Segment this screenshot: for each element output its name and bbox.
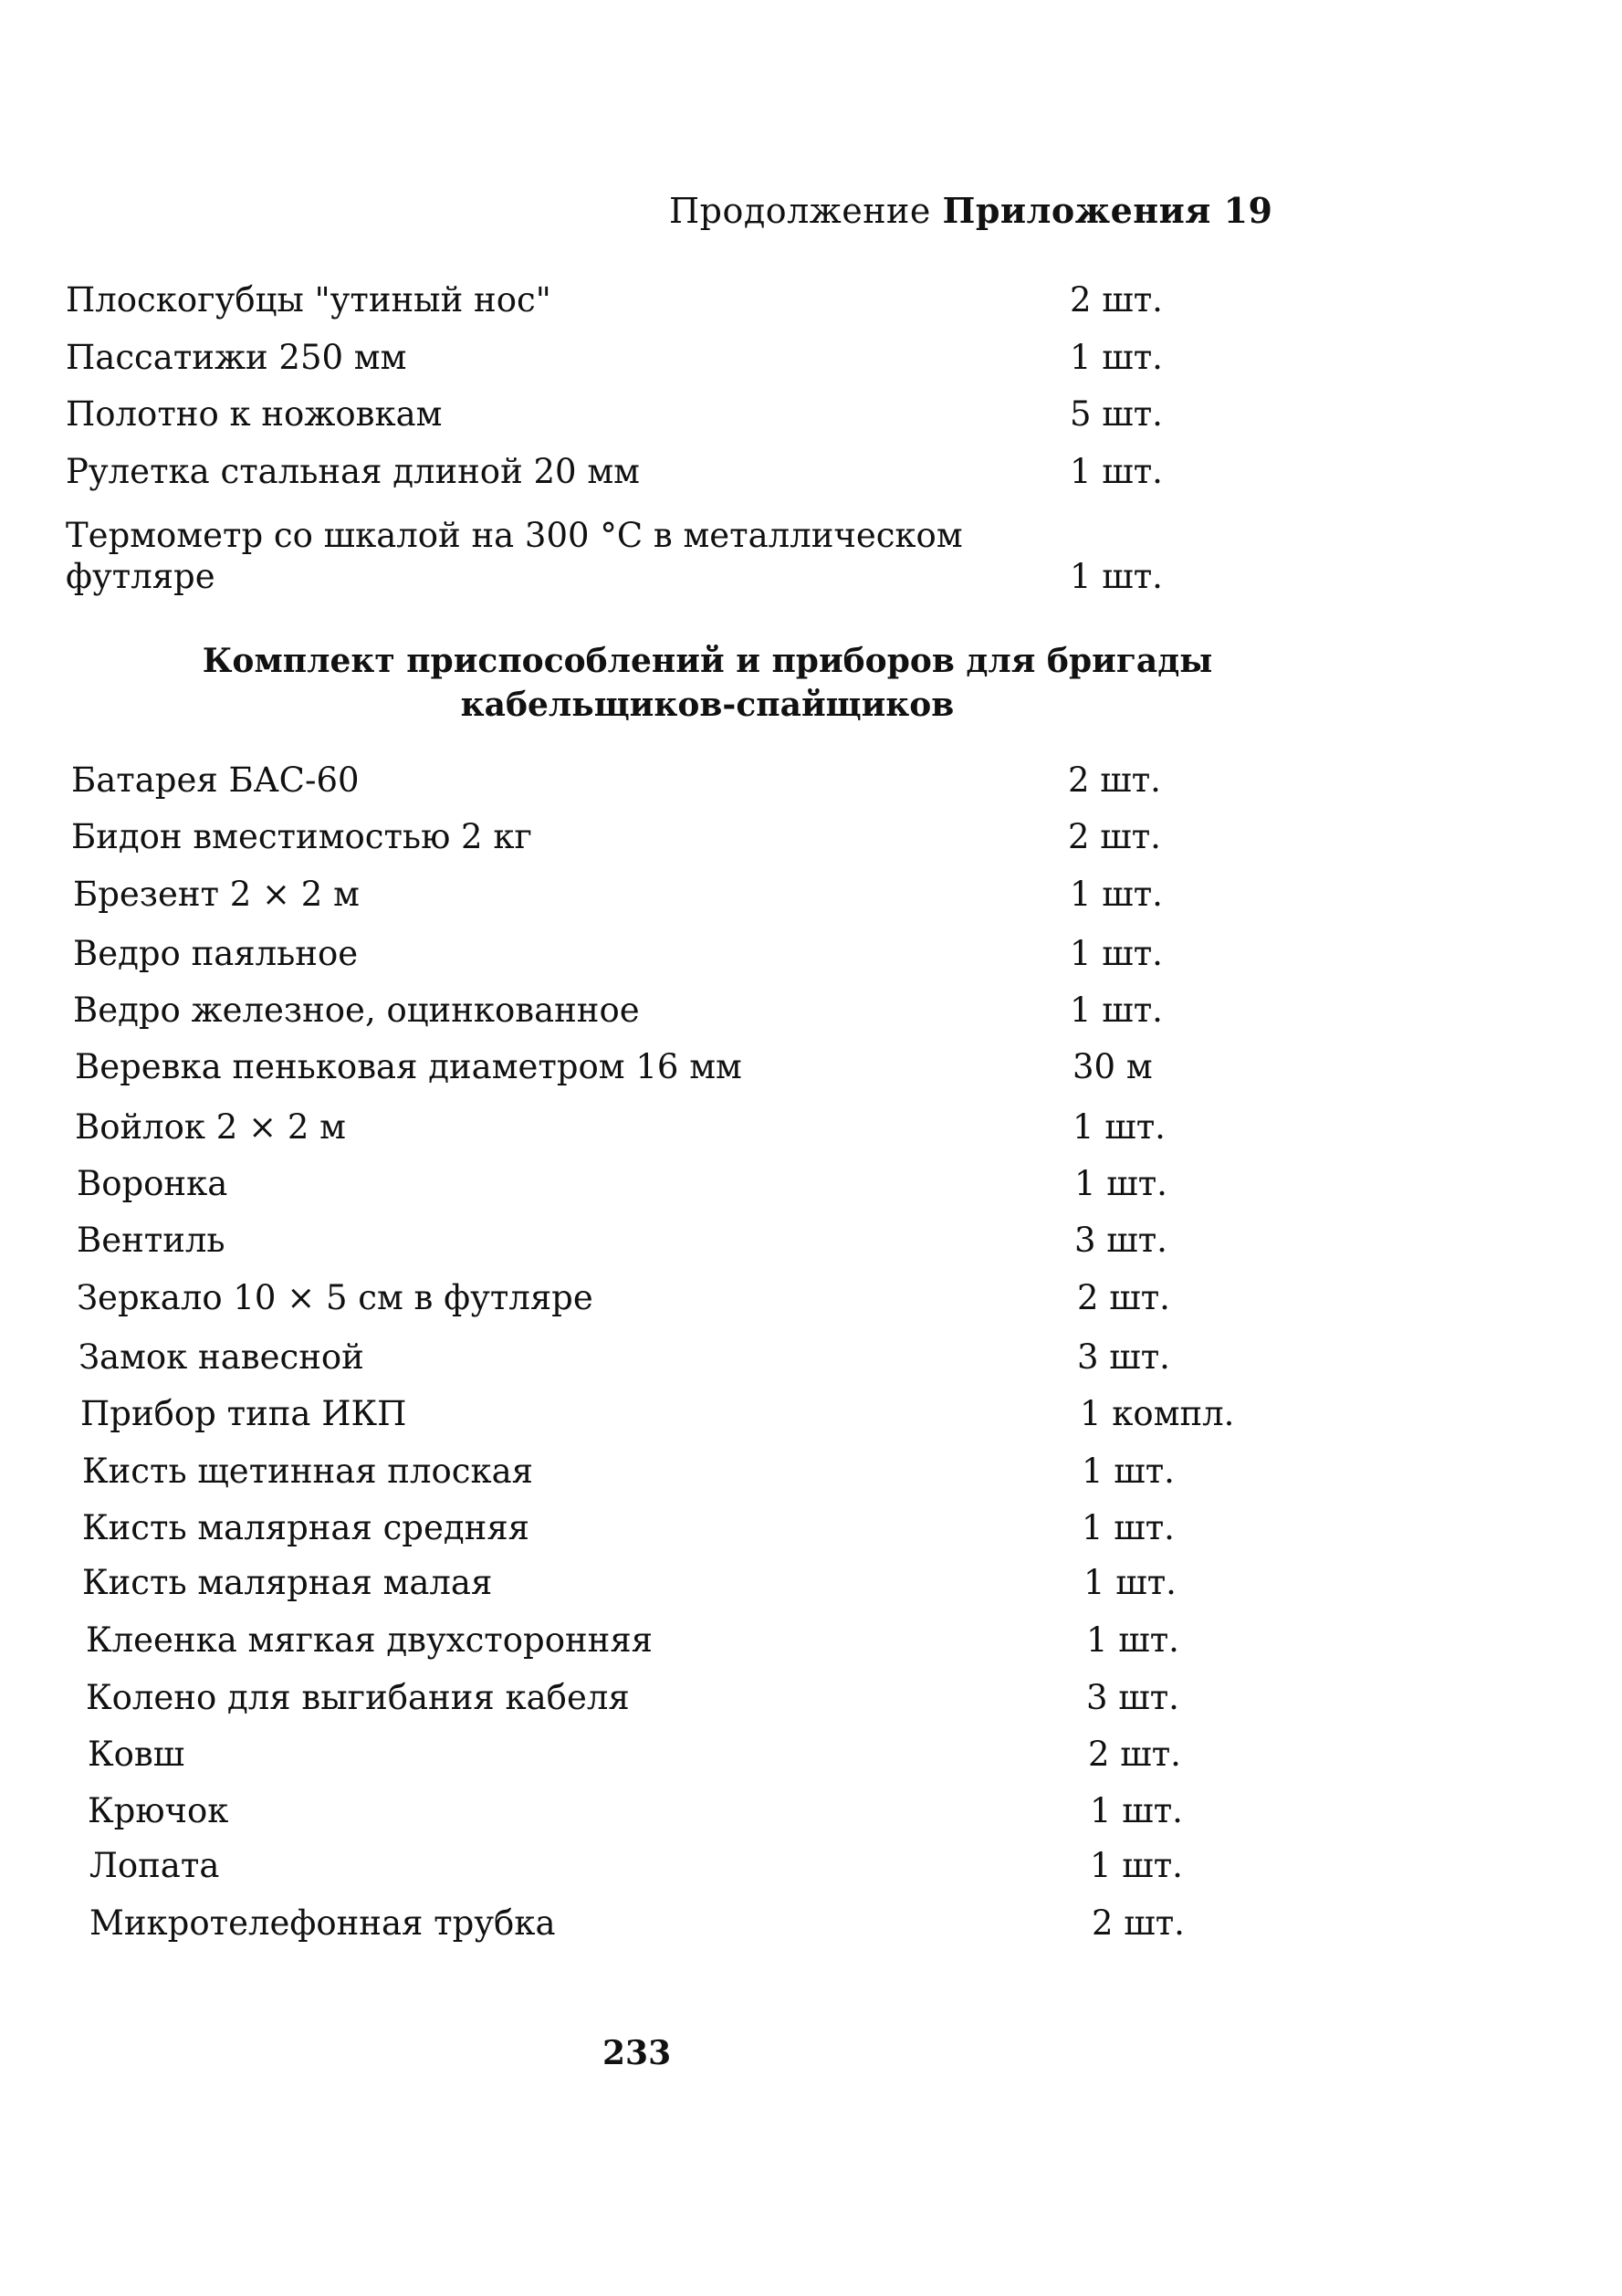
item-qty: 2 шт. xyxy=(1068,817,1161,856)
item-qty: 1 компл. xyxy=(1080,1394,1235,1433)
page-number: 233 xyxy=(602,2034,672,2072)
item-qty: 3 шт. xyxy=(1074,1221,1167,1260)
item-name: Крючок xyxy=(88,1791,229,1830)
item-name: Ведро паяльное xyxy=(73,934,359,973)
item-name: Брезент 2 × 2 м xyxy=(73,875,360,914)
item-qty: 1 шт. xyxy=(1074,1164,1167,1203)
item-qty: 1 шт. xyxy=(1070,338,1163,377)
continuation-header xyxy=(669,190,1272,231)
item-qty: 1 шт. xyxy=(1090,1846,1183,1885)
item-qty: 2 шт. xyxy=(1088,1735,1181,1774)
item-qty: 5 шт. xyxy=(1070,394,1163,434)
item-qty: 1 шт. xyxy=(1083,1563,1177,1602)
section-heading xyxy=(68,639,1346,727)
section-heading-line1: Комплект приспособлений и приборов для бригады xyxy=(202,642,1213,680)
item-name: Колено для выгибания кабеля xyxy=(86,1678,630,1717)
item-name: Пассатижи 250 мм xyxy=(66,338,407,377)
item-name: Веревка пеньковая диаметром 16 мм xyxy=(75,1047,742,1086)
item-name: Кисть малярная средняя xyxy=(82,1508,530,1547)
item-qty: 1 шт. xyxy=(1073,1107,1166,1147)
item-name: Прибор типа ИКП xyxy=(80,1394,407,1433)
item-qty: 30 м xyxy=(1073,1047,1153,1086)
item-name: Замок навесной xyxy=(78,1337,364,1377)
item-qty: 1 шт. xyxy=(1086,1620,1179,1660)
item-name: Ковш xyxy=(88,1735,185,1774)
item-name: Зеркало 10 × 5 см в футляре xyxy=(77,1278,593,1317)
item-name: Кисть щетинная плоская xyxy=(82,1452,533,1491)
item-qty: 1 шт. xyxy=(1070,934,1163,973)
item-name-line2: футляре xyxy=(66,557,215,596)
item-name: Микротелефонная трубка xyxy=(89,1903,556,1943)
item-qty: 3 шт. xyxy=(1077,1337,1170,1377)
item-name: Батарея БАС-60 xyxy=(71,760,360,800)
continuation-prefix: Продолжение xyxy=(669,191,931,231)
item-name: Лопата xyxy=(89,1846,220,1885)
item-qty: 1 шт. xyxy=(1070,991,1163,1030)
item-name: Войлок 2 × 2 м xyxy=(75,1107,346,1147)
item-name: Рулетка стальная длиной 20 мм xyxy=(66,452,640,491)
item-name-line1: Термометр со шкалой на 300 °С в металлическом xyxy=(66,516,963,555)
item-qty: 1 шт. xyxy=(1070,452,1163,491)
item-name: Воронка xyxy=(77,1164,228,1203)
item-qty: 1 шт. xyxy=(1082,1508,1175,1547)
item-qty: 2 шт. xyxy=(1092,1903,1185,1943)
item-name: Кисть малярная малая xyxy=(82,1563,493,1602)
item-name: Полотно к ножовкам xyxy=(66,394,443,434)
item-name: Клеенка мягкая двухсторонняя xyxy=(86,1620,654,1660)
item-name: Вентиль xyxy=(77,1221,225,1260)
section-heading-line2: кабельщиков-спайщиков xyxy=(460,686,955,724)
item-name: Ведро железное, оцинкованное xyxy=(73,991,640,1030)
item-qty: 2 шт. xyxy=(1070,280,1163,320)
item-qty: 1 шт. xyxy=(1070,557,1163,596)
item-qty: 1 шт. xyxy=(1082,1452,1175,1491)
item-name: Плоскогубцы "утиный нос" xyxy=(66,280,551,320)
continuation-title: Приложения 19 xyxy=(942,190,1273,231)
item-qty: 3 шт. xyxy=(1086,1678,1179,1717)
item-qty: 1 шт. xyxy=(1090,1791,1183,1830)
item-qty: 2 шт. xyxy=(1068,760,1161,800)
item-name: Бидон вместимостью 2 кг xyxy=(71,817,532,856)
item-qty: 2 шт. xyxy=(1077,1278,1170,1317)
item-qty: 1 шт. xyxy=(1070,875,1163,914)
